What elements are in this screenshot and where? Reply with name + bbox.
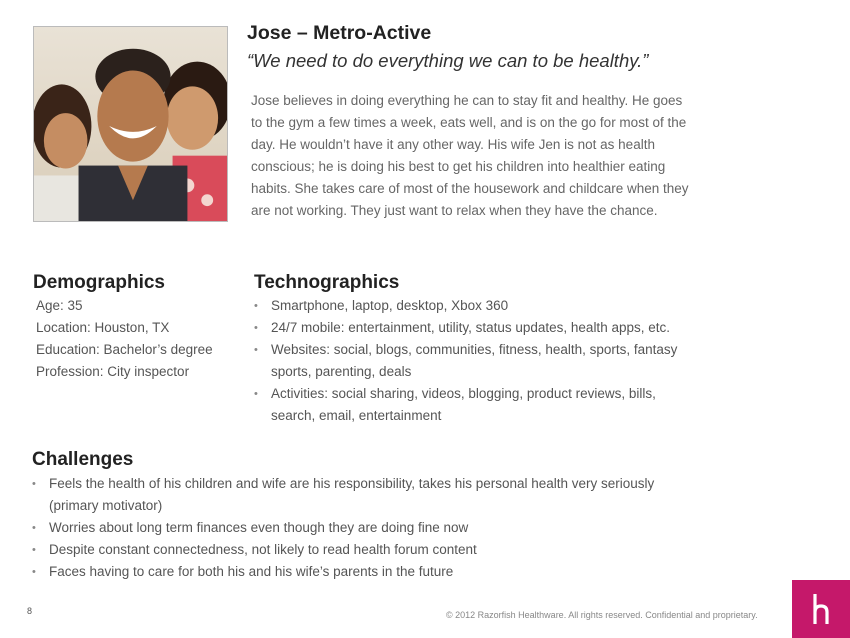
- list-item-text: • Websites: social, blogs, communities, fitness, health, sports, fantasy: [271, 342, 678, 357]
- technographics-title: Technographics: [254, 272, 400, 293]
- list-item: [32, 473, 654, 517]
- list-item: [254, 339, 677, 383]
- bio-line: conscious; he is doing his best to get his children into healthier eating: [251, 159, 666, 174]
- bio-line: Jose believes in doing everything he can to stay fit and healthy. He goes: [251, 93, 683, 108]
- list-item-text: search, email, entertainment: [271, 408, 442, 423]
- list-item-text: (primary motivator): [49, 498, 163, 513]
- list-item: [254, 295, 677, 317]
- list-item-text: • Despite constant connectedness, not likely to read health forum content: [49, 542, 477, 557]
- demographics-title: Demographics: [33, 272, 165, 293]
- page-number: 8: [27, 606, 33, 616]
- persona-bio: [251, 90, 721, 222]
- list-item: [32, 539, 654, 561]
- list-item-text: • Faces having to care for both his and his wife’s parents in the future: [49, 564, 454, 579]
- family-photo-illustration: [34, 27, 227, 221]
- challenges-title: Challenges: [32, 449, 134, 470]
- bio-line: day. He wouldn’t have it any other way. His wife Jen is not as health: [251, 137, 655, 152]
- list-item: [254, 317, 677, 339]
- demographics-list: [36, 295, 213, 383]
- list-item: Education: Bachelor’s degree: [36, 342, 213, 357]
- bio-line: habits. She takes care of most of the housework and childcare when they: [251, 181, 689, 196]
- list-item: [254, 383, 677, 427]
- h-logo-icon: [792, 580, 850, 638]
- persona-quote: “We need to do everything we can to be healthy.”: [247, 50, 649, 71]
- list-item-text: • Smartphone, laptop, desktop, Xbox 360: [271, 298, 509, 313]
- copyright-notice: © 2012 Razorfish Healthware. All rights reserved. Confidential and proprietary.: [446, 610, 758, 620]
- persona-photo: [33, 26, 228, 222]
- list-item-text: • Feels the health of his children and wife are his responsibility, takes his personal health very seriously: [49, 476, 655, 491]
- list-item-text: • Worries about long term finances even though they are doing fine now: [49, 520, 469, 535]
- list-item-text: • Activities: social sharing, videos, blogging, product reviews, bills,: [271, 386, 656, 401]
- list-item: [32, 561, 654, 583]
- h-logo-glyph: [792, 580, 850, 638]
- list-item: Age: 35: [36, 298, 83, 313]
- list-item: [32, 517, 654, 539]
- challenges-list: [32, 473, 654, 583]
- list-item-text: • 24/7 mobile: entertainment, utility, status updates, health apps, etc.: [271, 320, 670, 335]
- list-item: Profession: City inspector: [36, 364, 190, 379]
- list-item-text: sports, parenting, deals: [271, 364, 412, 379]
- list-item: Location: Houston, TX: [36, 320, 170, 335]
- bio-line: are not working. They just want to relax when they have the chance.: [251, 203, 658, 218]
- bio-line: to the gym a few times a week, eats well, and is on the go for most of the: [251, 115, 687, 130]
- persona-name: Jose – Metro-Active: [247, 22, 432, 44]
- technographics-list: [254, 295, 677, 427]
